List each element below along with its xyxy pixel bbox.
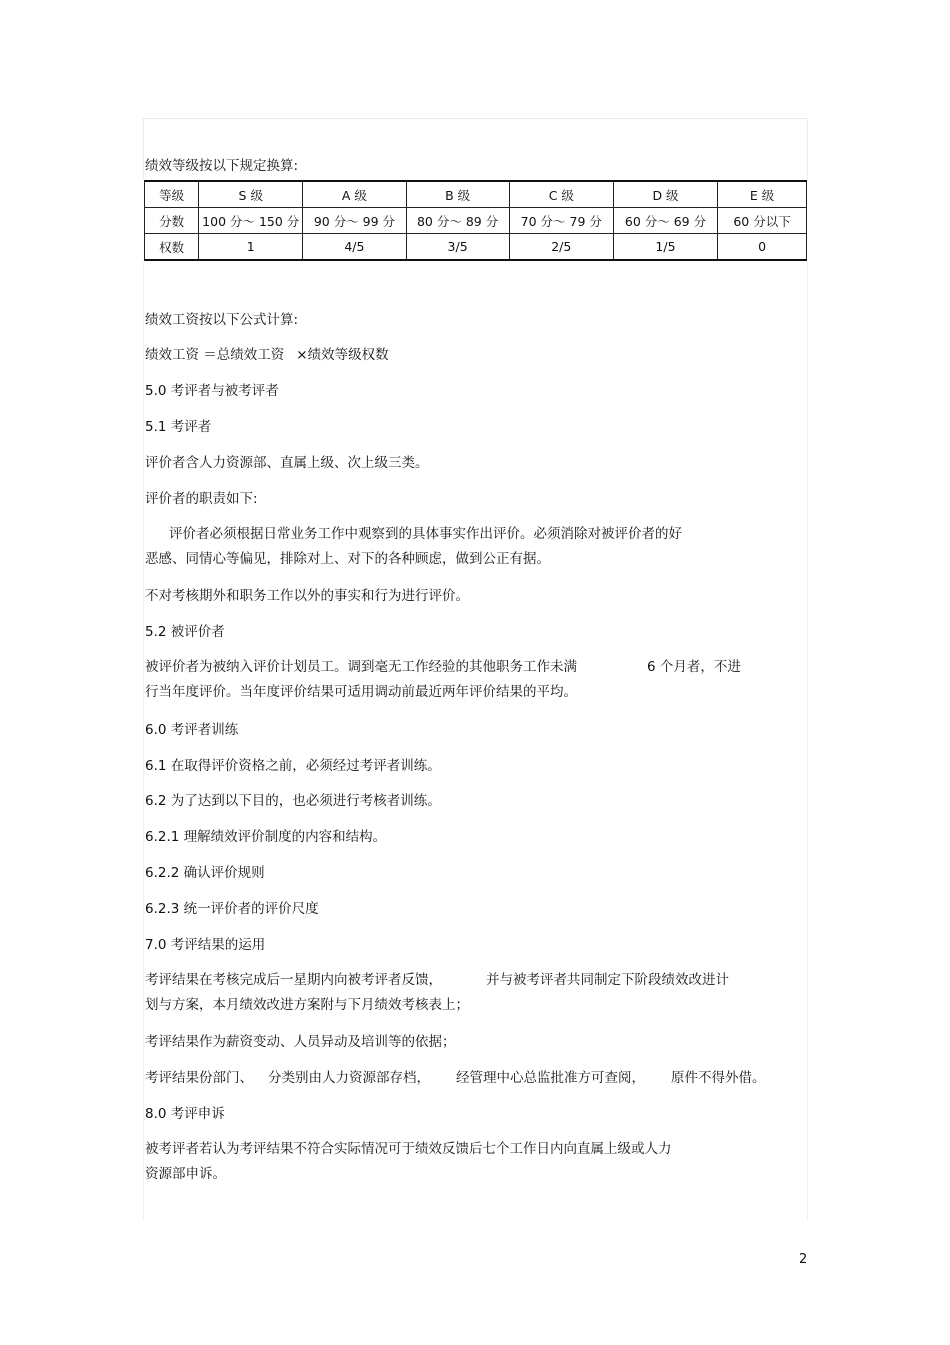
table-cell: 权数: [145, 234, 199, 261]
table-cell: 0: [718, 234, 807, 261]
text-segment: 经管理中心总监批准方可查阅，: [456, 1070, 645, 1086]
text-segment: 考评结果在考核完成后一星期内向被考评者反馈，: [145, 972, 442, 988]
paragraph-line: 行当年度评价。当年度评价结果可适用调动前最近两年评价结果的平均。: [145, 684, 577, 700]
section-heading: 6.2.1 理解绩效评价制度的内容和结构。: [145, 829, 387, 845]
paragraph-line: 资源部申诉。: [145, 1166, 226, 1182]
text-segment: 考评结果份部门、: [145, 1070, 253, 1086]
section-heading: 5.2 被评价者: [145, 624, 225, 640]
page-number: 2: [799, 1252, 808, 1267]
table-cell: 100 分～ 150 分: [199, 208, 303, 234]
section-heading: 7.0 考评结果的运用: [145, 937, 266, 953]
table-cell: D 级: [613, 181, 717, 208]
table-cell: C 级: [509, 181, 613, 208]
table-cell: 等级: [145, 181, 199, 208]
frame-top-line: [143, 118, 807, 119]
frame-right-line: [807, 118, 808, 180]
text-segment: 分类别由人力资源部存档，: [268, 1070, 430, 1086]
grade-conversion-table: [144, 180, 807, 261]
frame-left-line: [143, 118, 144, 180]
table-cell: 2/5: [509, 234, 613, 261]
table-cell: 80 分～ 89 分: [406, 208, 509, 234]
text-segment: 被评价者为被纳入评价计划员工。调到毫无工作经验的其他职务工作未满: [145, 659, 577, 675]
paragraph: [145, 1069, 766, 1087]
paragraph-line: [145, 971, 729, 989]
table-cell: 60 分～ 69 分: [613, 208, 717, 234]
frame-right-line: [807, 262, 808, 1220]
salary-formula-intro: 绩效工资按以下公式计算:: [145, 312, 299, 328]
frame-left-line: [143, 262, 144, 1220]
section-heading: 8.0 考评申诉: [145, 1106, 225, 1122]
section-heading: 5.0 考评者与被考评者: [145, 383, 279, 399]
table-cell: 3/5: [406, 234, 509, 261]
section-heading: 6.2 为了达到以下目的，也必须进行考核者训练。: [145, 793, 441, 809]
text-segment: 并与被考评者共同制定下阶段绩效改进计: [486, 972, 729, 988]
table-cell: A 级: [303, 181, 406, 208]
table-row: [145, 234, 807, 261]
table-cell: 90 分～ 99 分: [303, 208, 406, 234]
table-cell: 4/5: [303, 234, 406, 261]
formula-part: 绩效工资 ＝总绩效工资: [145, 347, 285, 363]
paragraph-line: 被考评者若认为考评结果不符合实际情况可于绩效反馈后七个工作日内向直属上级或人力: [145, 1141, 672, 1157]
paragraph-line: 评价者必须根据日常业务工作中观察到的具体事实作出评价。必须消除对被评价者的好: [169, 526, 682, 542]
section-heading: 5.1 考评者: [145, 419, 212, 435]
paragraph: 评价者的职责如下:: [145, 491, 258, 507]
section-heading: 6.2.2 确认评价规则: [145, 865, 265, 881]
table-cell: S 级: [199, 181, 303, 208]
table-row: [145, 208, 807, 234]
table-cell: 1: [199, 234, 303, 261]
salary-formula: [145, 346, 389, 364]
table-cell: E 级: [718, 181, 807, 208]
table-cell: B 级: [406, 181, 509, 208]
section-heading: 6.0 考评者训练: [145, 722, 239, 738]
paragraph: 评价者含人力资源部、直属上级、次上级三类。: [145, 455, 429, 471]
table-cell: 1/5: [613, 234, 717, 261]
text-segment: 6 个月者，不进: [647, 659, 741, 675]
grade-table-intro: 绩效等级按以下规定换算:: [145, 158, 299, 174]
paragraph-line: [145, 658, 741, 676]
table-cell: 60 分以下: [718, 208, 807, 234]
section-heading: 6.2.3 统一评价者的评价尺度: [145, 901, 319, 917]
table-cell: 分数: [145, 208, 199, 234]
section-heading: 6.1 在取得评价资格之前，必须经过考评者训练。: [145, 758, 441, 774]
paragraph-line: 划与方案，本月绩效改进方案附与下月绩效考核表上；: [145, 997, 469, 1013]
paragraph: 不对考核期外和职务工作以外的事实和行为进行评价。: [145, 588, 469, 604]
paragraph-line: 恶感、同情心等偏见，排除对上、对下的各种顾虑，做到公正有据。: [145, 551, 550, 567]
text-segment: 原件不得外借。: [671, 1070, 766, 1086]
formula-part: ×绩效等级权数: [296, 347, 389, 363]
table-cell: 70 分～ 79 分: [509, 208, 613, 234]
table-row: [145, 181, 807, 208]
paragraph: 考评结果作为薪资变动、人员异动及培训等的依据；: [145, 1034, 456, 1050]
